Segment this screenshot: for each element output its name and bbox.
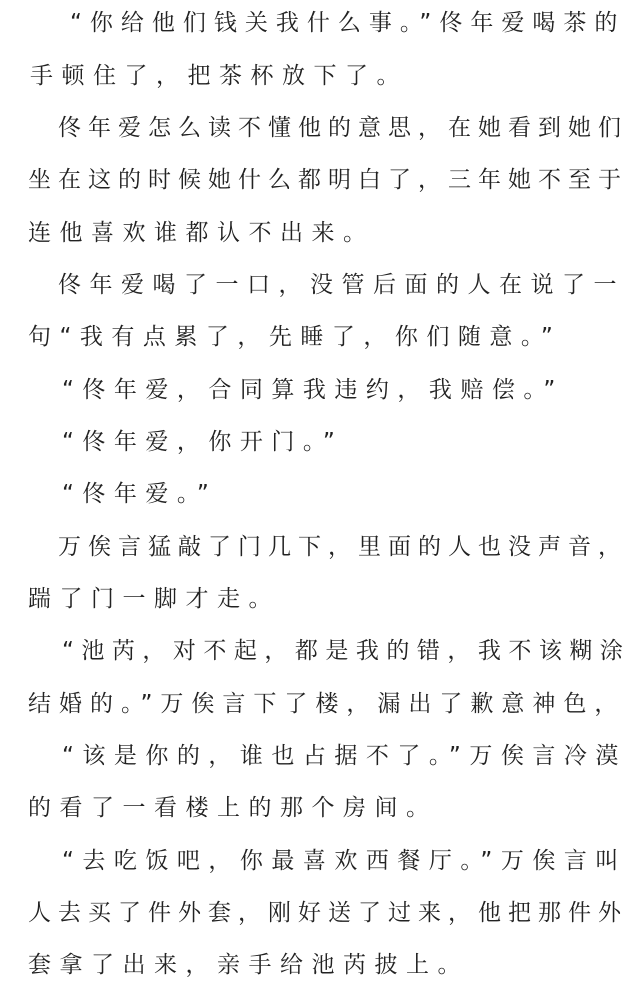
text-line: 套拿了出来，亲手给池芮披上。 [28, 952, 469, 978]
text-line: “池芮，对不起，都是我的错，我不该糊涂 [62, 638, 631, 664]
text-line: 踹了门一脚才走。 [28, 586, 280, 612]
text-line: 连他喜欢谁都认不出来。 [28, 220, 375, 246]
text-line: “该是你的，谁也占据不了。”万俟言冷漠 [62, 743, 627, 769]
text-line: 万俟言猛敲了门几下，里面的人也没声音， [58, 534, 628, 560]
text-line: “佟年爱。” [62, 481, 218, 507]
text-line: 佟年爱怎么读不懂他的意思，在她看到她们 [58, 115, 628, 141]
text-line: 手顿住了，把茶杯放下了。 [30, 63, 408, 89]
text-line: 的看了一看楼上的那个房间。 [28, 795, 438, 821]
text-line: 结婚的。”万俟言下了楼，漏出了歉意神色， [28, 691, 626, 717]
text-line: “佟年爱，合同算我违约，我赔偿。” [62, 377, 564, 403]
text-line: 坐在这的时候她什么都明白了，三年她不至于 [28, 167, 628, 193]
text-line: “佟年爱，你开门。” [62, 429, 344, 455]
text-line: 佟年爱喝了一口，没管后面的人在说了一 [58, 272, 625, 298]
text-line: “你给他们钱关我什么事。”佟年爱喝茶的 [70, 10, 626, 36]
text-line: 人去买了件外套，刚好送了过来，他把那件外 [28, 900, 628, 926]
text-line: 句“我有点累了，先睡了，你们随意。” [28, 324, 562, 350]
text-line: “去吃饭吧，你最喜欢西餐厅。”万俟言叫 [62, 848, 627, 874]
